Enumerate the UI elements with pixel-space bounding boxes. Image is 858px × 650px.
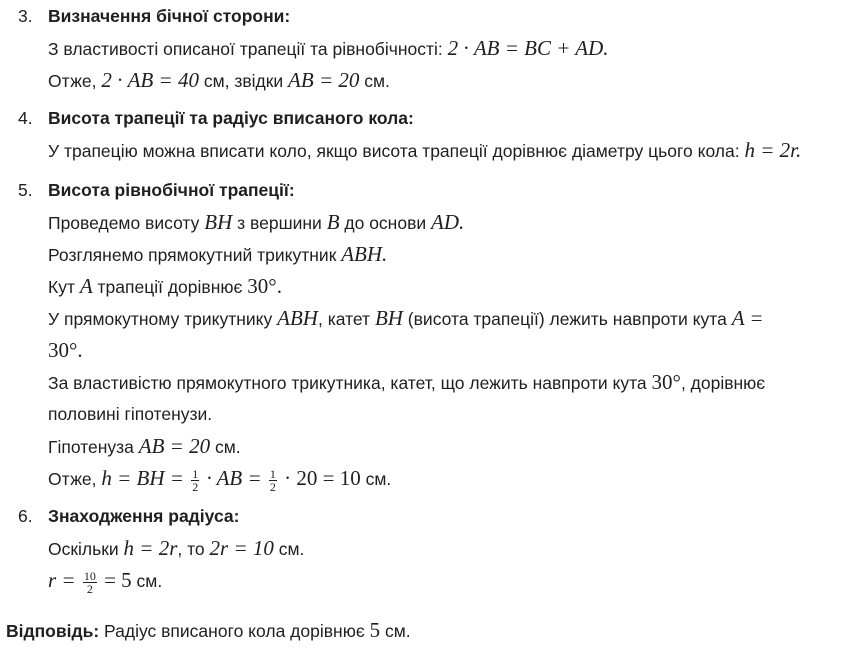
text: см.	[210, 437, 241, 457]
step-line	[48, 270, 858, 302]
text: Отже,	[48, 71, 102, 91]
formula: 2r = 10	[209, 536, 274, 560]
formula: · AB =	[201, 466, 267, 490]
text: трапеції дорівнює	[92, 277, 248, 297]
text: , то	[177, 539, 210, 559]
text: см.	[273, 539, 305, 559]
text: З властивості описаної трапеції та рівнобічності:	[48, 39, 448, 59]
step-line	[48, 238, 858, 270]
formula: AB = 20	[288, 68, 360, 92]
step-3	[0, 0, 858, 96]
formula: 2 · AB = BC + AD.	[447, 36, 609, 60]
formula: AD.	[431, 210, 465, 234]
text: Кут	[48, 277, 80, 297]
fraction	[269, 468, 277, 493]
text: до основи	[339, 213, 432, 233]
text: (висота трапеції) лежить навпроти кута	[402, 309, 732, 329]
formula: r =	[48, 568, 81, 592]
text: з вершини	[232, 213, 327, 233]
text: Проведемо висоту	[48, 213, 205, 233]
formula: AB = 20	[138, 434, 211, 458]
answer-line	[6, 614, 411, 646]
answer-unit: см.	[380, 621, 411, 641]
step-number: 6.	[18, 506, 33, 526]
text: см.	[359, 71, 390, 91]
step-title: Висота рівнобічної трапеції:	[48, 180, 295, 200]
numerator: 1	[192, 466, 199, 481]
formula: ABH.	[341, 242, 388, 266]
text: , катет	[317, 309, 375, 329]
denominator: 2	[192, 479, 199, 494]
step-title: Знаходження радіуса:	[48, 506, 240, 526]
text: , дорівнює	[680, 373, 766, 393]
step-header	[0, 500, 858, 532]
fraction	[191, 468, 199, 493]
step-line	[48, 334, 858, 366]
step-header	[0, 0, 858, 32]
formula: 2 · AB = 40	[101, 68, 199, 92]
numerator: 10	[83, 568, 96, 583]
denominator: 2	[269, 479, 276, 494]
formula: BH	[374, 306, 403, 330]
step-line	[48, 398, 858, 430]
text: см.	[360, 469, 392, 489]
step-line	[48, 564, 858, 596]
formula: h = 2r.	[744, 138, 802, 162]
formula: 30°.	[247, 274, 282, 298]
formula: 30°.	[48, 338, 83, 362]
formula: = 5	[98, 568, 132, 592]
text: Оскільки	[48, 539, 124, 559]
step-line	[48, 32, 858, 64]
step-6	[0, 500, 858, 596]
formula: 30°	[651, 370, 681, 394]
step-line	[48, 64, 858, 96]
answer-label: Відповідь:	[6, 621, 100, 641]
step-number: 5.	[18, 180, 33, 200]
formula: B	[326, 210, 340, 234]
step-header	[0, 174, 858, 206]
text: У прямокутному трикутнику	[48, 309, 278, 329]
step-line	[48, 366, 858, 398]
step-line	[48, 206, 858, 238]
step-line	[48, 532, 858, 564]
answer-value: 5	[369, 618, 381, 642]
text: Отже,	[48, 469, 102, 489]
step-line	[48, 430, 858, 462]
text: см.	[131, 571, 163, 591]
text: Розглянемо прямокутний трикутник	[48, 245, 342, 265]
formula: h = 2r	[123, 536, 178, 560]
text: Гіпотенуза	[48, 437, 139, 457]
step-line	[48, 302, 858, 334]
formula: · 20 = 10	[278, 466, 361, 490]
step-number: 4.	[18, 108, 33, 128]
formula: h = BH =	[101, 466, 190, 490]
step-4	[0, 102, 858, 166]
step-line	[48, 134, 858, 166]
text: За властивістю прямокутного трикутника, катет, що лежить навпроти кута	[48, 373, 652, 393]
step-line	[48, 462, 858, 494]
numerator: 1	[269, 466, 276, 481]
denominator: 2	[86, 581, 93, 596]
step-5	[0, 174, 858, 494]
formula: A	[79, 274, 93, 298]
formula: BH	[204, 210, 233, 234]
step-title: Визначення бічної сторони:	[48, 6, 291, 26]
formula: A =	[731, 306, 764, 330]
step-title: Висота трапеції та радіус вписаного кола:	[48, 108, 414, 128]
text: см, звідки	[198, 71, 289, 91]
step-number: 3.	[18, 6, 33, 26]
fraction	[83, 570, 97, 595]
text: У трапецію можна вписати коло, якщо висота трапеції дорівнює діаметру цього кола:	[48, 141, 745, 161]
step-header	[0, 102, 858, 134]
text: половині гіпотенузи.	[48, 404, 213, 424]
formula: ABH	[277, 306, 318, 330]
answer-text: Радіус вписаного кола дорівнює	[99, 621, 370, 641]
